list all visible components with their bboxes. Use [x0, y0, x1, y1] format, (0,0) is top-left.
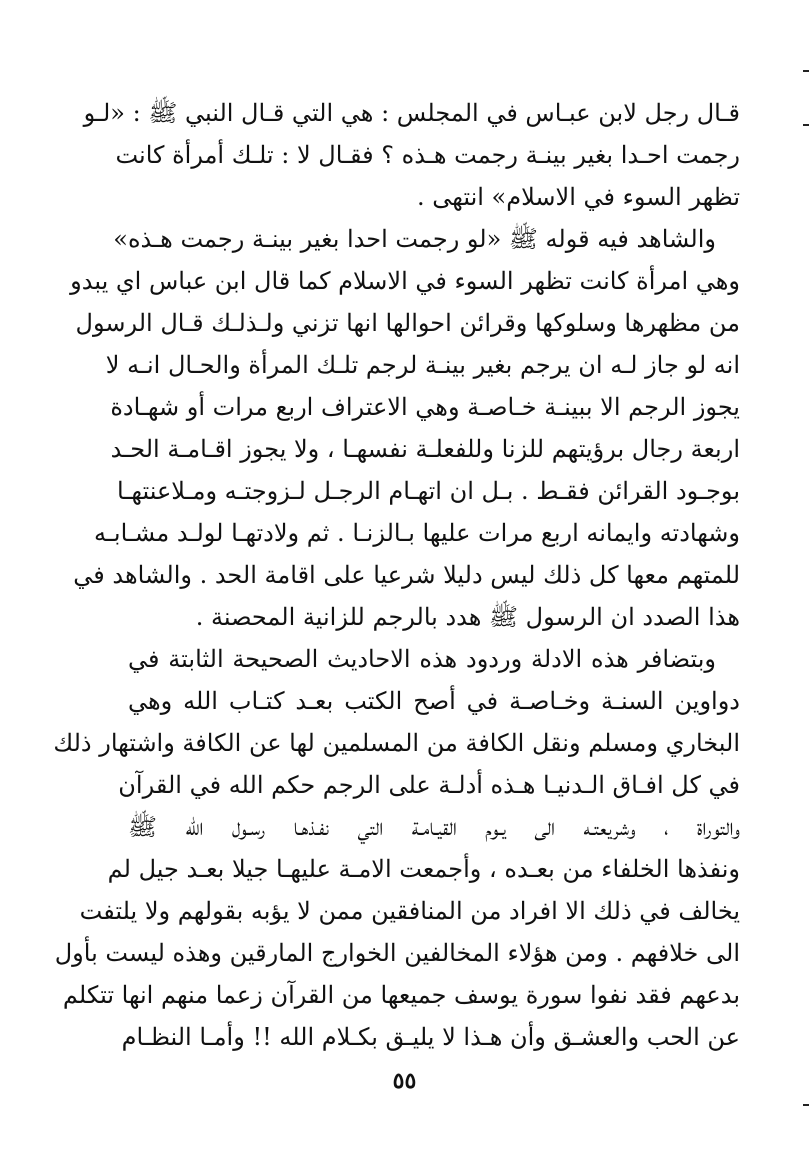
text-line: وبتضافر هذه الادلة وردود هذه الاحاديث الصحيحة الثابتة في [128, 645, 716, 673]
text-line: بدعهم فقد نفوا سورة يوسف جميعها من القرآن زعما منهم انها تتكلم [62, 981, 740, 1009]
text-line: دواوين السنـة وخـاصـة في أصح الكتب بعـد كتـاب الله وهي [128, 687, 740, 715]
text-line: انه لو جاز لـه ان يرجم بغير بينـة لرجم تلـك المرأة والحـال انـه لا [105, 351, 740, 379]
text-line: وهي امرأة كانت تظهر السوء في الاسلام كما قال ابن عباس اي يبدو [70, 267, 740, 295]
text-line: رجمت احـدا بغير بينـة رجمت هـذه ؟ فقـال لا : تلـك أمرأة كانت [115, 141, 740, 169]
text-line: يخالف في ذلك الا افراد من المنافقين ممن لا يؤبه بقولهم ولا يلتفت [79, 897, 740, 925]
text-line: للمتهم معها كل ذلك ليس دليلا شرعيا على اقامة الحد . والشاهد في [73, 561, 740, 589]
text-line: بوجـود القرائن فقـط . بـل ان اتهـام الرجـل لـزوجتـه ومـلاعنتهـا [117, 477, 740, 505]
edge-mark [803, 1104, 809, 1106]
text-line: اربعة رجال برؤيتهم للزنا وللفعلـة نفسهـا ، ولا يجوز اقـامـة الحـد [110, 435, 740, 463]
text-line: قـال رجل لابن عبـاس في المجلس : هي التي قـال النبي ﷺ : «لـو [83, 99, 740, 127]
text-line: والتوراة ، وشريعتـه الى يـوم القيـامـة التي نفـذهـا رسـول الله ﷺ [128, 813, 740, 841]
text-line: هذا الصدد ان الرسول ﷺ هدد بالرجم للزانية المحصنة . [195, 603, 740, 631]
text-line: من مظهرها وسلوكها وقرائن احوالها انها تزني ولـذلـك قـال الرسول [75, 309, 740, 337]
body-text [53, 92, 740, 1058]
edge-mark [803, 70, 809, 72]
text-line: والشاهد فيه قوله ﷺ «لو رجمت احدا بغير بينـة رجمت هـذه» [113, 225, 716, 253]
text-line: البخاري ومسلم ونقل الكافة من المسلمين لها عن الكافة واشتهار ذلك [53, 729, 740, 757]
text-line: في كل افـاق الـدنيـا هـذه أدلـة على الرجم حكم الله في القرآن [118, 771, 740, 799]
text-line: تظهر السوء في الاسلام» انتهى . [417, 183, 740, 211]
page-number: ٥٥ [392, 1068, 417, 1094]
text-line: وشهادته وايمانه اربع مرات عليها بـالزنـا . ثم ولادتهـا لولـد مشـابـه [94, 519, 740, 547]
text-line: ونفذها الخلفاء من بعـده ، وأجمعت الامـة عليهـا جيلا بعـد جيل لم [107, 855, 740, 883]
edge-mark [803, 124, 809, 126]
text-line: يجوز الرجم الا ببينـة خـاصـة وهي الاعتراف اربع مرات أو شهـادة [110, 393, 740, 421]
text-line: الى خلافهم . ومن هؤلاء المخالفين الخوارج المارقين وهذه ليست بأول [54, 939, 740, 967]
text-line: عن الحب والعشـق وأن هـذا لا يليـق بكـلام الله !! وأمـا النظـام [121, 1023, 740, 1051]
